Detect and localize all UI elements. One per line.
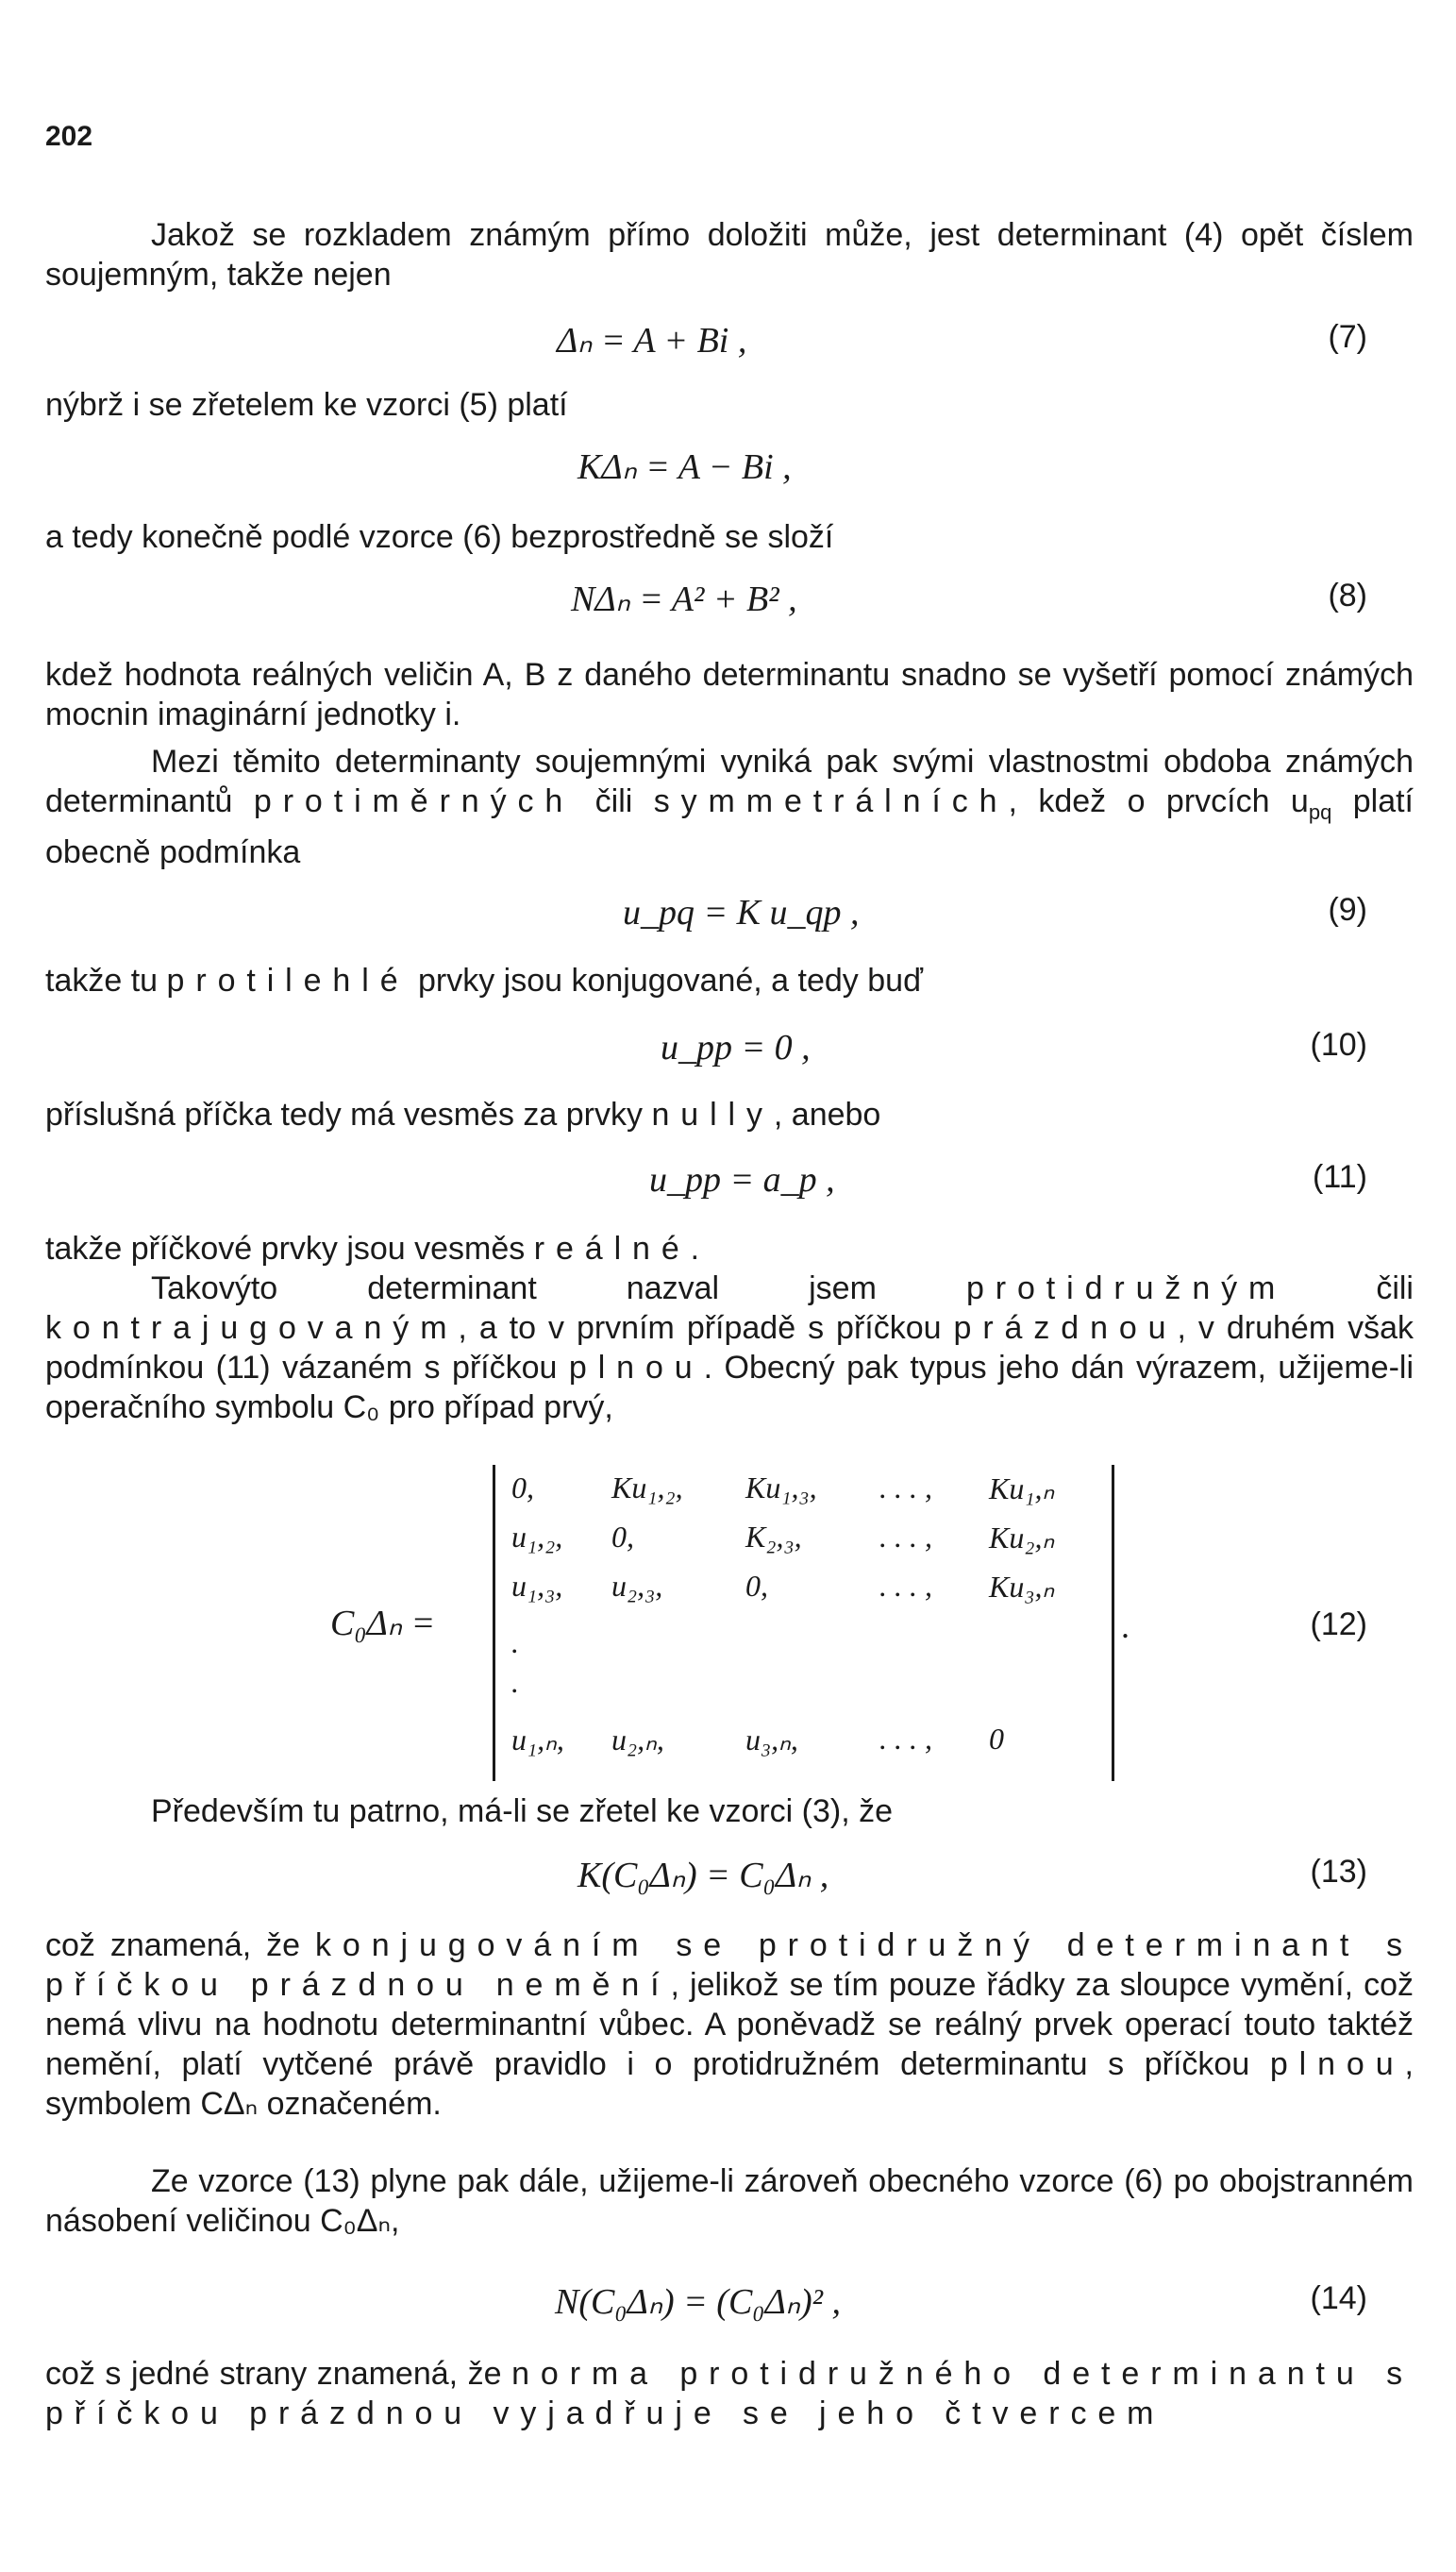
- equation-8-number: (8): [1328, 578, 1367, 614]
- determinant-cell: u₁,₃,: [511, 1569, 563, 1603]
- paragraph-9-term-protidruzny: protidružným: [965, 1270, 1287, 1306]
- equation-14-number: (14): [1310, 2280, 1367, 2316]
- paragraph-8-c: .: [690, 1231, 700, 1267]
- paragraph-5-f: platí obecně podmínka: [45, 783, 1414, 870]
- determinant-cell: 0,: [511, 1471, 534, 1505]
- paragraph-3: a tedy konečně podlé vzorce (6) bezprostředně se složí: [45, 519, 834, 555]
- equation-9-number: (9): [1328, 892, 1367, 928]
- paragraph-13: [45, 2354, 1414, 2433]
- paragraph-1: Jakož se rozkladem známým přímo doložiti může, jest determinant (4) opět číslem soujemným, takže nejen: [45, 217, 1414, 293]
- determinant-cell: u₂,ₙ,: [611, 1723, 664, 1757]
- paragraph-8-term-realne: reálné: [533, 1231, 691, 1267]
- determinant-cell: Ku₂,ₙ: [989, 1521, 1055, 1555]
- equation-11: [0, 1159, 1456, 1206]
- paragraph-11-a: což znamená, že: [45, 1927, 301, 1963]
- equation-7-number: (7): [1328, 319, 1367, 355]
- equation-13: [0, 1854, 1456, 1901]
- determinant-cell: Ku₃,ₙ: [989, 1570, 1055, 1604]
- determinant-cell: u₁,₂,: [511, 1520, 563, 1554]
- paragraph-9-term-kontrajugovany: kontrajugovaným: [45, 1310, 459, 1346]
- determinant-cell: Ku₁,₃,: [745, 1471, 817, 1505]
- paragraph-6-c: prvky jsou konjugované, a tedy buď: [417, 963, 923, 999]
- equation-7: [0, 319, 1456, 366]
- paragraph-9-g: , v druhém však podmínkou (11) vázaném s příčkou: [45, 1310, 1414, 1386]
- paragraph-5-c: čili: [594, 783, 633, 819]
- paragraph-7-c: , anebo: [773, 1097, 881, 1133]
- determinant-cell: u₂,₃,: [611, 1569, 663, 1603]
- paragraph-10: Především tu patrno, má-li se zřetel ke vzorci (3), že: [151, 1793, 894, 1829]
- paragraph-5-term-protimerny: protiměrných: [253, 783, 575, 819]
- paragraph-5-term-symmetralni: symmetrálních: [653, 783, 1009, 819]
- determinant-cell: . . . ,: [879, 1520, 932, 1554]
- determinant-left-bar: [493, 1465, 495, 1781]
- paragraph-9-a: Takovýto determinant nazval jsem: [151, 1270, 877, 1306]
- equation-7-expr: Δₙ = A + Bi ,: [557, 321, 747, 361]
- paragraph-11-c: , jelikož se tím pouze řádky za sloupce vymění, což nemá vlivu na hodnotu determinantní vůbec. A poněvadž se reálný prvek operací touto taktéž nemění, platí vytčené právě pravidlo i o protidružném determinantu s příčkou: [45, 1967, 1414, 2082]
- paragraph-11-e: , symbolem CΔₙ označeném.: [45, 2046, 1414, 2122]
- paragraph-4-text: kdež hodnota reálných veličin A, B z daného determinantu snadno se vyšetří pomocí známých mocnin imaginární jednotky i.: [45, 657, 1414, 732]
- paragraph-9-i: . Obecný pak typus jeho dán výrazem, užijeme-li operačního symbolu C₀ pro případ prvý,: [45, 1350, 1414, 1425]
- paragraph-12: Ze vzorce (13) plyne pak dále, užijeme-li zároveň obecného vzorce (6) po obojstranném násobení veličinou C₀Δₙ,: [45, 2163, 1414, 2239]
- equation-12-dot: .: [1121, 1607, 1130, 1645]
- paragraph-13-term: norma protidružného determinantu s příčkou prázdnou vyjadřuje se jeho čtvercem: [45, 2356, 1414, 2431]
- paragraph-9-c: čili: [1376, 1270, 1414, 1306]
- determinant-cell: Ku₁,₂,: [611, 1471, 683, 1505]
- determinant-cell: 0: [989, 1722, 1004, 1756]
- paragraph-4: [45, 655, 1414, 734]
- equation-13-number: (13): [1310, 1854, 1367, 1890]
- determinant-cell: K₂,₃,: [745, 1520, 802, 1554]
- equation-12: [0, 1465, 1456, 1786]
- equation-11-expr: u_pp = a_p ,: [649, 1160, 835, 1200]
- paragraph-9-e: , a to v prvním případě s příčkou: [458, 1310, 942, 1346]
- equation-9: [0, 892, 1456, 939]
- determinant-cell: 0,: [745, 1569, 768, 1603]
- paragraph-8: [45, 1229, 1414, 1269]
- equation-14: [0, 2280, 1456, 2328]
- determinant-cell: u₃,ₙ,: [745, 1723, 798, 1757]
- paragraph-7-term-nully: nully: [651, 1097, 774, 1133]
- paragraph-5-e: , kdež o prvcích u: [1008, 783, 1309, 819]
- paragraph-9-term-plnou: plnou: [568, 1350, 704, 1386]
- paragraph-9-term-prazdnou: prázdnou: [953, 1310, 1178, 1346]
- determinant-right-bar: [1112, 1465, 1114, 1781]
- equation-10-expr: u_pp = 0 ,: [661, 1028, 811, 1067]
- determinant-cell: u₁,ₙ,: [511, 1723, 564, 1757]
- paragraph-6-a: takže tu: [45, 963, 159, 999]
- determinant-cell: .: [511, 1665, 519, 1699]
- determinant-cell: . . . ,: [879, 1471, 932, 1505]
- equation-9-expr: u_pq = K u_qp ,: [623, 893, 860, 933]
- paragraph-7: [45, 1095, 1414, 1135]
- determinant-cell: . . . ,: [879, 1722, 932, 1756]
- equation-10: [0, 1027, 1456, 1074]
- paragraph-5: [45, 742, 1414, 872]
- equation-14-expr: N(C₀Δₙ) = (C₀Δₙ)² ,: [555, 2282, 841, 2322]
- paragraph-5-sub: pq: [1308, 799, 1332, 824]
- paragraph-8-a: takže příčkové prvky jsou vesměs: [45, 1231, 526, 1267]
- paragraph-7-a: příslušná příčka tedy má vesměs za prvky: [45, 1097, 644, 1133]
- paragraph-6-term-protilehle: protilehlé: [166, 963, 410, 999]
- equation-8: [0, 578, 1456, 625]
- paragraph-9: [45, 1269, 1414, 1427]
- equation-12-number: (12): [1310, 1606, 1367, 1642]
- equation-10-number: (10): [1310, 1027, 1367, 1063]
- paragraph-13-a: což s jedné strany znamená, že: [45, 2356, 502, 2392]
- paragraph-2: nýbrž i se zřetelem ke vzorci (5) platí: [45, 387, 568, 423]
- equation-13-expr: K(C₀Δₙ) = C₀Δₙ ,: [577, 1856, 829, 1895]
- page-number: 202: [45, 121, 93, 152]
- determinant-cell: .: [511, 1625, 519, 1659]
- equation-11-number: (11): [1313, 1159, 1367, 1195]
- paragraph-11: [45, 1925, 1414, 2124]
- equation-12-lhs: C₀Δₙ =: [330, 1604, 436, 1643]
- paragraph-11-term-plnou: plnou: [1269, 2046, 1405, 2082]
- determinant-cell: . . . ,: [879, 1569, 932, 1603]
- paragraph-6: [45, 961, 1414, 1000]
- equation-k: [0, 445, 1456, 493]
- determinant-cell: Ku₁,ₙ: [989, 1471, 1055, 1505]
- equation-8-expr: NΔₙ = A² + B² ,: [571, 580, 797, 619]
- equation-k-expr: KΔₙ = A − Bi ,: [577, 447, 792, 487]
- paragraph-11-term: konjugováním se protidružný determinant s příčkou prázdnou nemění: [45, 1927, 1414, 2003]
- paragraph-5-a: Mezi těmito determinanty soujemnými vyniká pak svými vlastnostmi obdoba známých determinantů: [45, 744, 1414, 819]
- determinant-cell: 0,: [611, 1520, 634, 1554]
